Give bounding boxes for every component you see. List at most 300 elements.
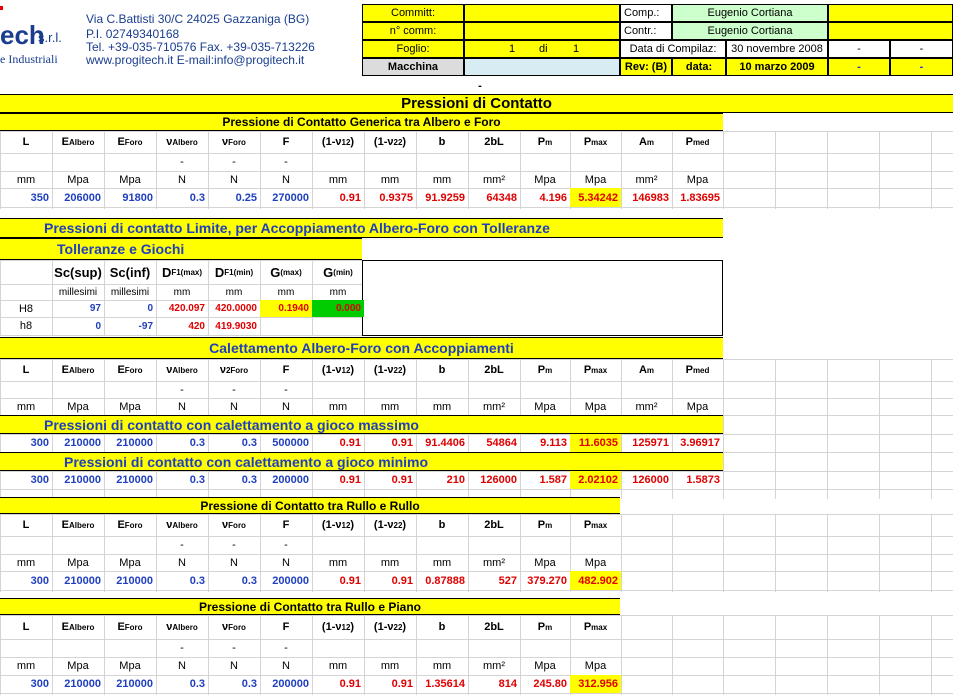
value-cell: 0.91 — [391, 437, 413, 449]
col-nu-albero — [156, 131, 208, 153]
sec2-unit: mm — [329, 286, 347, 298]
macchina-label: Macchina — [362, 58, 464, 76]
grid-col — [621, 615, 622, 695]
col-2bL — [468, 514, 520, 536]
value-cell: 0.3 — [241, 474, 257, 486]
col-Pmax-main: P — [583, 519, 592, 531]
sec1-title-text: Pressione di Contatto Generica tra Albero e Foro — [222, 115, 501, 129]
value-cell: 210 — [446, 474, 465, 486]
col-F — [260, 615, 312, 639]
sec2-unit: mm — [173, 286, 191, 298]
grid-col — [672, 615, 673, 695]
col-nu-albero-main: ν — [166, 364, 173, 376]
company-header — [0, 0, 362, 84]
col-2bL — [468, 615, 520, 639]
unit-cell: Mpa — [67, 660, 89, 672]
col-E-albero-main: E — [61, 136, 69, 148]
col-one-minus-nu2-main: (1-ν — [373, 364, 394, 376]
red-mark — [0, 6, 3, 10]
col-F — [260, 131, 312, 153]
unit-cell: Mpa — [67, 173, 89, 186]
col-E-albero-main: E — [61, 519, 69, 531]
value-cell: 146983 — [632, 191, 669, 204]
grid-line — [0, 335, 362, 336]
company-tel: Tel. +39-035-710576 Fax. +39-035-713226 — [86, 40, 315, 54]
grid-line — [0, 693, 953, 694]
unit-cell: Mpa — [584, 173, 607, 186]
unit-cell: mm — [328, 173, 348, 186]
data-label: data: — [672, 58, 726, 76]
grid-col — [723, 514, 724, 592]
col-one-minus-nu1-sub: 1 — [341, 365, 346, 375]
unit-cell: N — [178, 400, 186, 413]
value-cell: 500000 — [272, 437, 309, 449]
value-cell: 210000 — [116, 474, 153, 486]
macchina-field[interactable] — [464, 58, 620, 76]
col-E-foro-sub: Foro — [124, 137, 143, 147]
value-cell: 527 — [498, 574, 517, 587]
unit-cell: N — [178, 556, 186, 569]
unit-cell: N — [282, 556, 290, 569]
dash-a2: - — [890, 40, 953, 58]
col-L — [0, 514, 52, 536]
grid-col — [879, 615, 880, 695]
col-Am — [621, 359, 672, 381]
unit-cell: mm — [380, 173, 400, 186]
sec2-title-text: Pressioni di contatto Limite, per Accoppiamento Albero-Foro con Tolleranze — [44, 220, 550, 236]
value-cell: 0.91 — [339, 678, 361, 690]
dash-cell: - — [180, 156, 184, 168]
col-E-albero — [52, 514, 104, 536]
col-one-minus-nu1-sub: 1 — [341, 137, 346, 147]
data-compilaz-label: Data di Compilaz: — [620, 40, 726, 58]
unit-cell: Mpa — [119, 173, 141, 186]
col-nu-albero — [156, 514, 208, 536]
col-F — [260, 359, 312, 381]
dash-cell: - — [232, 156, 236, 168]
unit-cell: mm — [328, 660, 348, 672]
sec2-row1-value: 0.1940 — [260, 300, 312, 317]
dash-cell: - — [284, 156, 288, 168]
unit-cell: Mpa — [584, 400, 607, 413]
grid-col — [931, 131, 932, 209]
foglio-num: 1 — [509, 43, 516, 55]
sec2-empty-box — [362, 260, 723, 336]
value-cell: 0.91 — [391, 678, 413, 690]
grid-col — [723, 615, 724, 695]
col-one-minus-nu2 — [364, 615, 416, 639]
col-one-minus-nu2-main: (1-ν — [373, 621, 394, 633]
contr-label: Contr.: — [620, 22, 672, 40]
company-web: www.progitech.it E-mail:info@progitech.it — [86, 53, 305, 67]
col-nu-foro-main: ν — [222, 136, 229, 148]
sec3-max-title — [0, 415, 723, 434]
col-L — [0, 131, 52, 153]
col-Pmax-main: P — [583, 621, 592, 633]
value-cell: 0.3 — [189, 678, 205, 690]
col-E-foro-main: E — [117, 136, 125, 148]
col-one-minus-nu1 — [312, 359, 364, 381]
col-one-minus-nu2-sup: 2 — [397, 622, 403, 632]
value-cell: 125971 — [632, 437, 669, 449]
unit-cell: mm² — [483, 556, 505, 569]
sec2-header-1 — [104, 260, 156, 284]
value-cell: 0.9375 — [379, 191, 413, 204]
col-one-minus-nu2-main: (1-ν — [373, 136, 394, 148]
sec3-title-text: Calettamento Albero-Foro con Accoppiamenti — [209, 340, 514, 356]
sec5-table — [0, 615, 953, 695]
unit-cell: Mpa — [534, 400, 556, 413]
logo-tag: e Industriali — [0, 52, 58, 66]
col-Pmax-main: P — [583, 136, 592, 148]
grid-col — [879, 514, 880, 592]
col-Am-sub: m — [646, 365, 655, 375]
sec3-max-title-text: Pressioni di contatto con calettamento a gioco massimo — [44, 416, 419, 433]
col-one-minus-nu1-sup: 2 — [345, 137, 351, 147]
unit-cell: Mpa — [67, 400, 89, 413]
col-one-minus-nu2-close: ) — [402, 136, 407, 148]
value-cell: 200000 — [272, 474, 309, 486]
value-cell: 210000 — [64, 474, 101, 486]
sec2-row1-value: 0 — [147, 303, 153, 314]
value-cell: 64348 — [486, 191, 517, 204]
unit-cell: Mpa — [119, 556, 141, 569]
col-nu-albero — [156, 615, 208, 639]
col-E-foro — [104, 131, 156, 153]
value-cell: 210000 — [116, 574, 153, 587]
col-nu-foro — [208, 514, 260, 536]
value-cell: 210000 — [116, 678, 153, 690]
col-Pmed-sub: med — [692, 365, 710, 375]
value-cell: 379.270 — [527, 574, 567, 587]
value-cell: 91800 — [122, 191, 153, 204]
col-one-minus-nu1-main: (1-ν — [321, 136, 342, 148]
dash-cell: - — [284, 539, 288, 551]
logo-suffix: s.r.l. — [38, 30, 62, 45]
col-Pm-main: P — [537, 136, 546, 148]
ncomm-field[interactable] — [464, 22, 620, 40]
unit-cell: mm² — [483, 173, 505, 186]
sec2-header-3 — [208, 260, 260, 284]
committ-label: Committ: — [362, 4, 464, 22]
dash-cell: - — [284, 383, 288, 396]
col-one-minus-nu1-close: ) — [350, 364, 355, 376]
foglio-label: Foglio: — [362, 40, 464, 58]
dash-cell: - — [180, 539, 184, 551]
value-cell: 210000 — [64, 678, 101, 690]
col-L-main: L — [22, 621, 30, 633]
value-cell: 126000 — [480, 474, 517, 486]
value-cell: 300 — [30, 474, 49, 486]
company-address: Via C.Battisti 30/C 24025 Gazzaniga (BG) — [86, 12, 310, 26]
sec5-title — [0, 598, 620, 615]
sec2-unit: mm — [225, 286, 243, 298]
col-F — [260, 514, 312, 536]
sec2-unit: mm — [277, 286, 295, 298]
sec2-header-0 — [52, 260, 104, 284]
col-2bL — [468, 131, 520, 153]
grid-col — [775, 359, 776, 499]
sec2-header-sub: (min) — [333, 267, 353, 277]
col-E-albero-sub: Albero — [69, 365, 95, 375]
col-nu-foro-sub: Foro — [228, 622, 246, 632]
col-Pmed-sub: med — [692, 137, 710, 147]
sec2-title — [0, 218, 723, 238]
unit-cell: mm — [16, 400, 36, 413]
value-cell: 300 — [30, 678, 49, 690]
col-Pm-sub: m — [545, 137, 553, 147]
sec3-table — [0, 359, 953, 499]
col-one-minus-nu2-sup: 2 — [397, 137, 403, 147]
grid-col — [827, 131, 828, 209]
unit-cell: mm — [380, 660, 400, 672]
unit-cell: N — [282, 660, 290, 672]
col-Pmax — [570, 615, 621, 639]
col-2bL — [468, 359, 520, 381]
unit-cell: Mpa — [534, 173, 556, 186]
foglio-di: di — [539, 43, 548, 55]
col-one-minus-nu2-sub: 2 — [393, 365, 398, 375]
unit-cell: N — [178, 660, 186, 672]
col-nu-foro — [208, 615, 260, 639]
value-cell: 482.902 — [570, 571, 621, 590]
col-one-minus-nu2-close: ) — [402, 621, 407, 633]
unit-cell: N — [178, 173, 186, 186]
grid-line — [0, 207, 953, 208]
committ-field[interactable] — [464, 4, 620, 22]
unit-cell: mm² — [483, 400, 505, 413]
ncomm-label: n° comm: — [362, 22, 464, 40]
sec2-header-main: D — [214, 264, 225, 280]
col-one-minus-nu1-sup: 2 — [345, 520, 351, 530]
unit-cell: N — [282, 173, 290, 186]
col-Am — [621, 131, 672, 153]
data-compilaz-value[interactable]: 30 novembre 2008 — [726, 40, 828, 58]
grid-col — [931, 359, 932, 499]
value-cell: 245.80 — [533, 678, 567, 690]
col-nu-albero — [156, 359, 208, 381]
unit-cell: Mpa — [584, 556, 607, 569]
col-one-minus-nu1-sub: 1 — [341, 622, 346, 632]
data-value[interactable]: 10 marzo 2009 — [726, 58, 828, 76]
grid-line — [0, 536, 953, 537]
col-E-foro-sub: Foro — [124, 622, 143, 632]
col-L-main: L — [22, 364, 30, 376]
col-2bL-main: 2bL — [484, 621, 504, 633]
value-cell: 0.3 — [189, 437, 205, 449]
col-nu-foro — [208, 131, 260, 153]
grid-line — [0, 489, 953, 490]
value-cell: 312.956 — [570, 675, 621, 693]
col-one-minus-nu1-sup: 2 — [345, 622, 351, 632]
logo-fragment: ech — [0, 20, 45, 50]
sec2-row2-value: 420 — [188, 320, 205, 332]
value-cell: 0.25 — [235, 191, 257, 204]
sec2-header-main: G — [270, 264, 281, 280]
col-E-foro-main: E — [117, 364, 125, 376]
col-nu-albero-sub: Albero — [172, 520, 198, 530]
comp-label: Comp.: — [620, 4, 672, 22]
col-Pmax — [570, 131, 621, 153]
value-cell: 0.87888 — [425, 574, 465, 587]
col-b-main: b — [438, 621, 446, 633]
col-E-foro-sub: Foro — [124, 365, 143, 375]
comp-value[interactable]: Eugenio Cortiana — [672, 4, 828, 22]
col-nu-albero-main: ν — [166, 136, 173, 148]
value-cell: 210000 — [64, 437, 101, 449]
col-one-minus-nu1 — [312, 514, 364, 536]
col-b — [416, 615, 468, 639]
unit-cell: mm — [16, 660, 36, 672]
sec2-header-main: Sc(inf) — [109, 264, 151, 280]
grid-line — [0, 381, 953, 382]
value-cell: 1.587 — [539, 474, 567, 486]
value-cell: 0.3 — [241, 574, 257, 587]
value-cell: 0.91 — [339, 574, 361, 587]
sec2-row1-value: 0.000 — [312, 300, 364, 317]
sec2-header-main: Sc(sup) — [54, 264, 102, 280]
unit-cell: Mpa — [584, 660, 607, 672]
value-cell: 54864 — [486, 437, 517, 449]
col-one-minus-nu2-sub: 2 — [393, 137, 398, 147]
grid-col — [879, 131, 880, 209]
foglio-field[interactable] — [464, 40, 620, 58]
dash-b1: - — [828, 58, 890, 76]
value-cell: 206000 — [64, 191, 101, 204]
col-E-albero — [52, 359, 104, 381]
dash-cell: - — [232, 383, 236, 396]
sec2-row1-label: H8 — [18, 302, 34, 315]
sec4-table — [0, 514, 953, 592]
grid-col — [931, 615, 932, 695]
unit-cell: Mpa — [686, 173, 709, 186]
unit-cell: Mpa — [534, 660, 556, 672]
page-title-text: Pressioni di Contatto — [401, 95, 552, 112]
value-cell: 1.5873 — [686, 474, 720, 486]
rev-label: Rev: (B) — [620, 58, 672, 76]
col-Pm-sub: m — [545, 622, 553, 632]
value-cell: 350 — [30, 191, 49, 204]
col-b — [416, 514, 468, 536]
grid-line — [0, 639, 953, 640]
unit-cell: N — [230, 660, 238, 672]
value-cell: 1.83695 — [680, 191, 720, 204]
col-Pm-main: P — [537, 364, 546, 376]
grid-line — [0, 153, 953, 154]
col-Pm-main: P — [537, 621, 546, 633]
sec2-row2-value: 419.9030 — [215, 320, 257, 332]
col-b — [416, 131, 468, 153]
col-one-minus-nu2-close: ) — [402, 519, 407, 531]
unit-cell: mm — [16, 556, 36, 569]
grid-col — [775, 131, 776, 209]
unit-cell: N — [230, 173, 238, 186]
sec3-title — [0, 337, 723, 359]
value-cell: 300 — [30, 574, 49, 587]
col-one-minus-nu2-sub: 2 — [393, 622, 398, 632]
grid-col — [827, 359, 828, 499]
col-one-minus-nu1-main: (1-ν — [321, 519, 342, 531]
unit-cell: Mpa — [119, 400, 141, 413]
col-one-minus-nu1-sub: 1 — [341, 520, 346, 530]
value-cell: 9.113 — [540, 437, 567, 449]
sec2-row2-value: 0 — [95, 320, 101, 332]
col-one-minus-nu2 — [364, 514, 416, 536]
col-nu-albero-main: ν — [166, 621, 173, 633]
col-Pmax-sub: max — [591, 520, 608, 530]
grid-col — [723, 131, 724, 209]
unit-cell: Mpa — [119, 660, 141, 672]
col-L-main: L — [22, 519, 30, 531]
col-Pmed-main: P — [685, 364, 693, 376]
col-one-minus-nu1 — [312, 615, 364, 639]
col-nu-albero-sub: Albero — [172, 365, 198, 375]
comp-extra — [828, 4, 953, 22]
unit-cell: Mpa — [534, 556, 556, 569]
value-cell: 91.4406 — [425, 437, 465, 449]
col-Pmed-main: P — [685, 136, 693, 148]
dash-cell: - — [284, 642, 288, 654]
unit-cell: Mpa — [686, 400, 709, 413]
value-cell: 0.3 — [189, 191, 205, 204]
unit-cell: mm — [328, 400, 348, 413]
col-E-albero-sub: Albero — [69, 520, 95, 530]
col-Pmax-main: P — [583, 364, 592, 376]
value-cell: 1.35614 — [425, 678, 465, 690]
value-cell: 210000 — [64, 574, 101, 587]
value-cell: 91.9259 — [425, 191, 465, 204]
value-cell: 2.02102 — [570, 471, 621, 489]
value-cell: 126000 — [632, 474, 669, 486]
unit-cell: mm — [380, 400, 400, 413]
col-E-albero-main: E — [61, 364, 69, 376]
dash-cell: - — [180, 642, 184, 654]
col-nu-albero-sub: Albero — [172, 137, 198, 147]
col-nu-foro-main: ν — [222, 621, 229, 633]
sec3-min-title — [0, 452, 723, 471]
page-title — [0, 94, 953, 113]
grid-col — [879, 359, 880, 499]
col-F-main: F — [282, 364, 290, 376]
col-L-main: L — [22, 136, 30, 148]
sec3-min-title-text: Pressioni di contatto con calettamento a gioco minimo — [64, 453, 429, 470]
unit-cell: N — [230, 556, 238, 569]
value-cell: 210000 — [116, 437, 153, 449]
value-cell: 0.91 — [339, 474, 361, 486]
contr-value[interactable]: Eugenio Cortiana — [672, 22, 828, 40]
col-Pmax-sub: max — [591, 365, 608, 375]
value-cell: 3.96917 — [680, 437, 720, 449]
col-nu-foro-sub: 2Foro — [225, 365, 249, 375]
sec2-unit: millesimi — [58, 286, 98, 298]
logo — [0, 18, 80, 66]
sec4-title — [0, 497, 620, 514]
unit-cell: mm² — [635, 400, 658, 413]
col-E-albero-sub: Albero — [69, 137, 95, 147]
sec2-row2-value: -97 — [138, 320, 153, 332]
sec2-row1-value: 420.097 — [168, 303, 205, 314]
dash-cell: - — [232, 539, 236, 551]
col-E-foro — [104, 514, 156, 536]
col-Pmax-sub: max — [591, 622, 608, 632]
col-b-main: b — [438, 136, 446, 148]
col-Pmax — [570, 359, 621, 381]
unit-cell: N — [230, 400, 238, 413]
value-cell: 0.3 — [241, 437, 257, 449]
col-nu-albero-main: ν — [166, 519, 173, 531]
col-2bL-main: 2bL — [484, 364, 504, 376]
col-F-main: F — [282, 621, 290, 633]
